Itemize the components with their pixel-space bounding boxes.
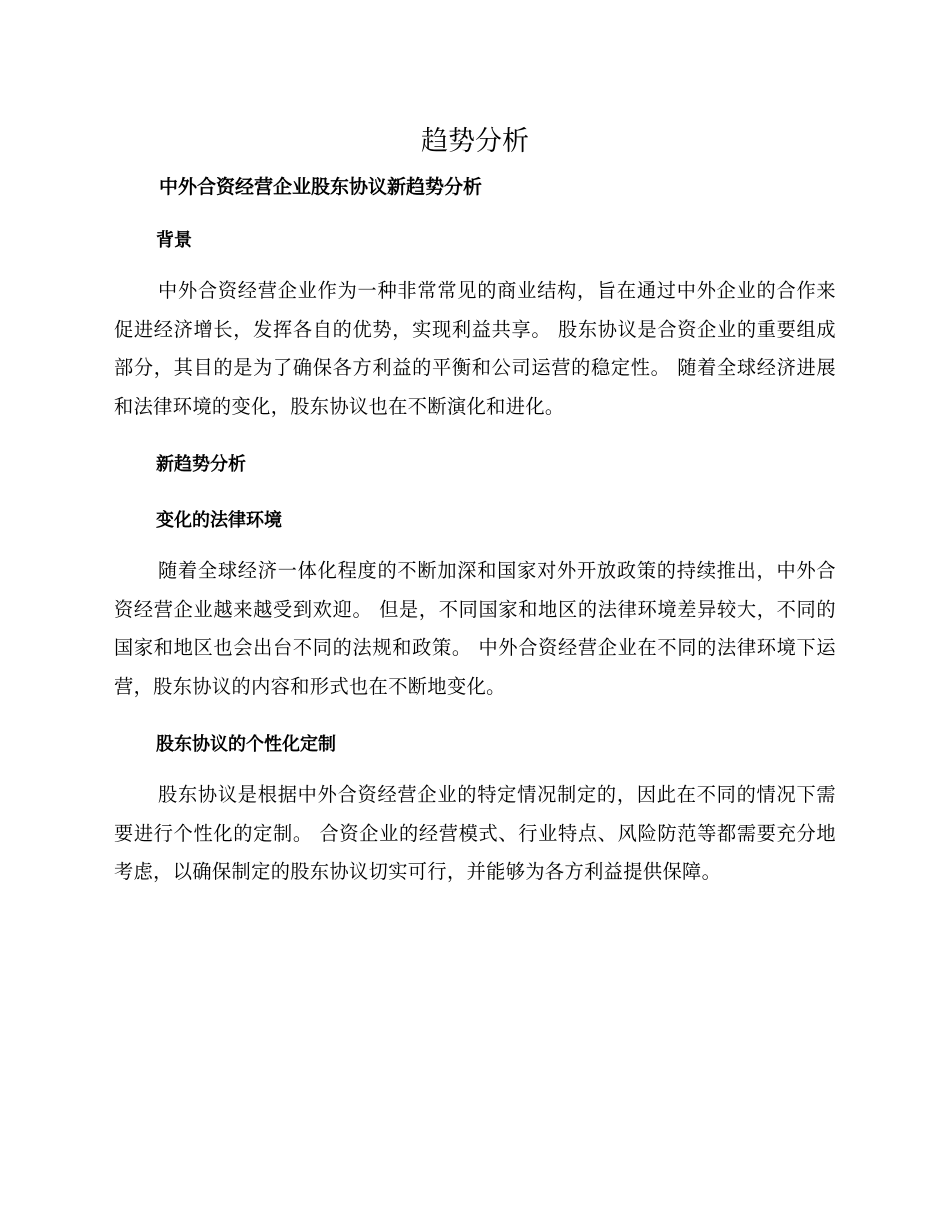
paragraph-customization: 股东协议是根据中外合资经营企业的特定情况制定的，因此在不同的情况下需要进行个性化的定制。 合资企业的经营模式、行业特点、风险防范等都需要充分地考虑，以确保制定的股东协议切实可行，并能够为各方利益提供保障。 bbox=[114, 783, 836, 883]
document-body bbox=[114, 170, 836, 892]
section-heading-legal-environment: 变化的法律环境 bbox=[156, 510, 282, 531]
section-heading-background: 背景 bbox=[156, 230, 192, 251]
section-heading-new-trends: 新趋势分析 bbox=[156, 454, 246, 475]
section-heading-customization: 股东协议的个性化定制 bbox=[156, 734, 336, 755]
document-title: 趋势分析 bbox=[421, 126, 529, 157]
document-subtitle: 中外合资经营企业股东协议新趋势分析 bbox=[159, 176, 483, 198]
paragraph-background: 中外合资经营企业作为一种非常常见的商业结构，旨在通过中外企业的合作来促进经济增长，发挥各自的优势，实现利益共享。 股东协议是合资企业的重要组成部分，其目的是为了确保各方利益的平衡和公司运营的稳定性。 随着全球经济进展和法律环境的变化，股东协议也在不断演化和进化。 bbox=[114, 279, 836, 418]
paragraph-legal-environment: 随着全球经济一体化程度的不断加深和国家对外开放政策的持续推出，中外合资经营企业越来越受到欢迎。 但是，不同国家和地区的法律环境差异较大，不同的国家和地区也会出台不同的法规和政策。 中外合资经营企业在不同的法律环境下运营，股东协议的内容和形式也在不断地变化。 bbox=[114, 559, 836, 698]
